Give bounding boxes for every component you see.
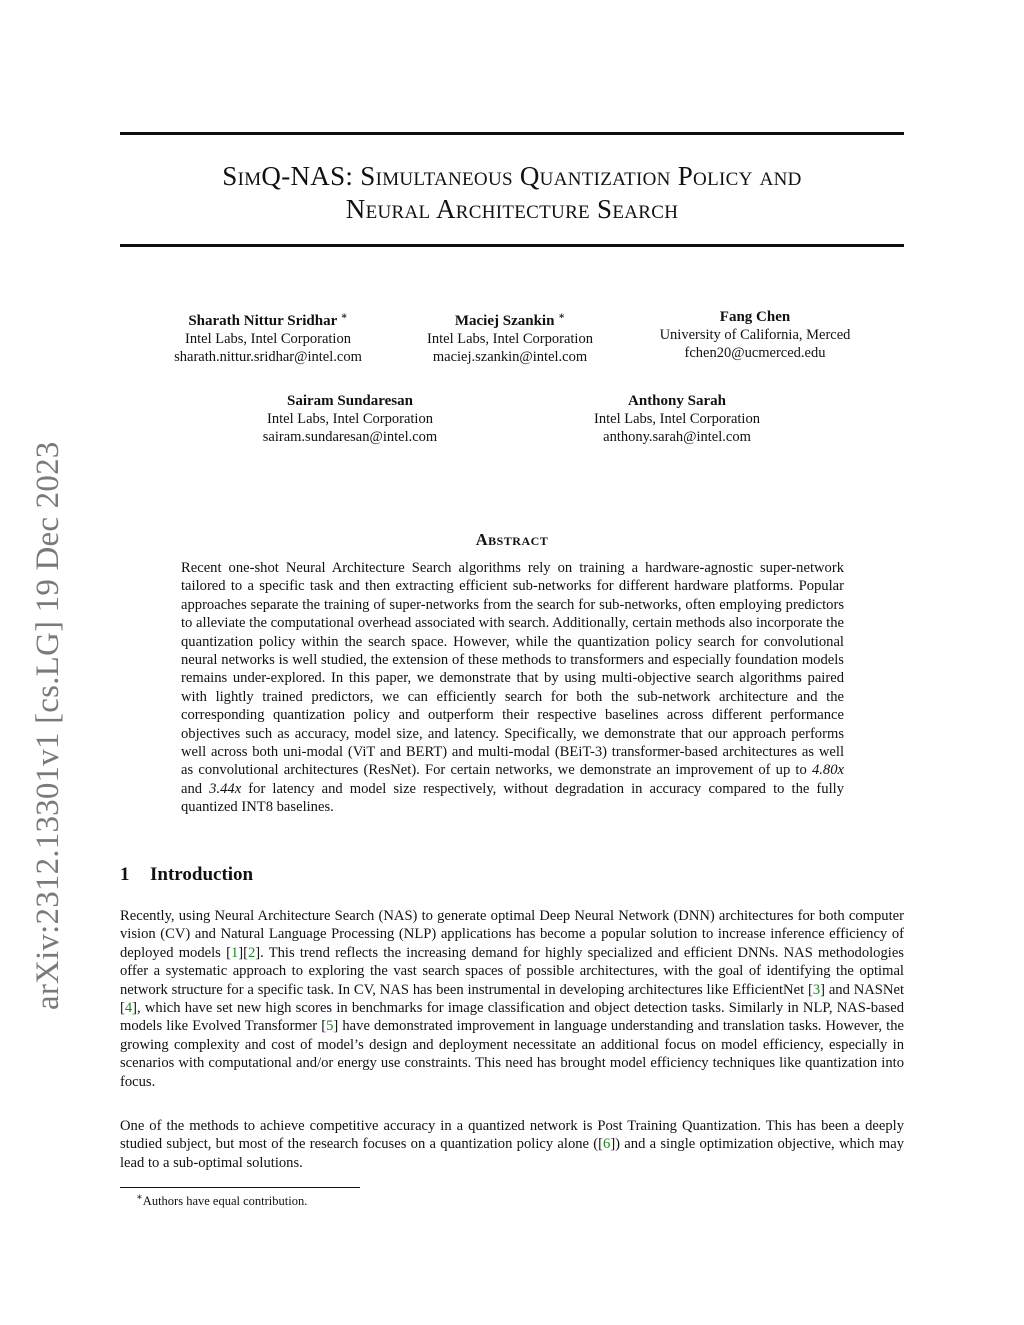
author-email[interactable]: sairam.sundaresan@intel.com bbox=[262, 429, 438, 445]
author-email[interactable]: fchen20@ucmerced.edu bbox=[684, 345, 826, 361]
citation-link[interactable]: 4 bbox=[124, 1000, 133, 1017]
author-affiliation: Intel Labs, Intel Corporation bbox=[267, 411, 433, 427]
footnote-rule bbox=[120, 1187, 360, 1188]
section-heading-introduction: 1 Introduction bbox=[120, 864, 254, 885]
paper-title bbox=[120, 160, 904, 226]
intro-paragraph-1: Recently, using Neural Architecture Search (NAS) to generate optimal Deep Neural Network (DNN) architectures for both computer vision (CV) and Natural Language Processing (NLP) applications has become a popular solution to increase inference efficiency of deployed models [1][2]. This trend reflects the increasing demand for highly specialized and efficient DNNs. NAS methodologies offer a systematic approach to exploring the vast search spaces of possible architectures, with the goal of identifying the optimal network structure for a specific task. In CV, NAS has been instrumental in developing architectures like EfficientNet [3] and NASNet [4], which have set new high scores in benchmarks for image classification and object detection tasks. Similarly in NLP, NAS-based models like Evolved Transformer [5] have demonstrated improvement in language understanding and translation tasks. However, the growing complexity and cost of model’s design and deployment necessitate an additional focus on model efficiency, especially in scenarios with computational and/or energy use constraints. This need has brought model efficiency techniques like quantization into focus. bbox=[120, 908, 904, 1090]
author-name: Sairam Sundaresan bbox=[286, 393, 413, 409]
author-affiliation: University of California, Merced bbox=[659, 327, 851, 343]
author-affiliation: Intel Labs, Intel Corporation bbox=[185, 331, 351, 347]
author-block-5 bbox=[567, 392, 787, 446]
citation-link[interactable]: 1 bbox=[230, 944, 239, 961]
author-name: Sharath Nittur Sridhar ∗ bbox=[188, 311, 348, 329]
abstract-body: Recent one-shot Neural Architecture Search algorithms rely on training a hardware-agnostic super-network tailored to a specific task and then extracting efficient sub-networks for different hardware platforms. Popular approaches separate the training of super-networks from the search for sub-networks, often employing predictors to alleviate the computational overhead associated with search. Additionally, certain methods also incorporate the quantization policy within the search space. However, while the quantization policy search for convolutional neural networks is well studied, the extension of these methods to transformers and especially foundation models remains under-explored. In this paper, we demonstrate that by using multi-objective search algorithms paired with lightly trained predictors, we can efficiently search for both the sub-network architecture and the corresponding quantization policy and outperform their respective baselines across different performance objectives such as accuracy, model size, and latency. Specifically, we demonstrate that our approach performs well across both uni-modal (ViT and BERT) and multi-modal (BEiT-3) transformer-based architectures as well as convolutional architectures (ResNet). For certain networks, we demonstrate an improvement of up to 4.80x and 3.44x for latency and model size respectively, without degradation in accuracy compared to the fully quantized INT8 baselines. bbox=[181, 560, 844, 816]
author-block-4 bbox=[240, 392, 460, 446]
author-name: Maciej Szankin ∗ bbox=[454, 311, 566, 329]
author-affiliation: Intel Labs, Intel Corporation bbox=[427, 331, 593, 347]
latency-improvement: 4.80x bbox=[811, 762, 844, 779]
citation-link[interactable]: 5 bbox=[326, 1018, 334, 1035]
citation-link[interactable]: 2 bbox=[247, 944, 256, 961]
author-name: Fang Chen bbox=[719, 309, 791, 325]
title-bottom-rule bbox=[120, 244, 904, 247]
citation-link[interactable]: 3 bbox=[812, 981, 821, 998]
title-top-rule bbox=[120, 132, 904, 135]
arxiv-identifier: arXiv:2312.13301v1 [cs.LG] 19 Dec 2023 bbox=[30, 441, 66, 1010]
title-line-1: SimQ-NAS: Simultaneous Quantization Policy and bbox=[222, 161, 802, 191]
author-email[interactable]: anthony.sarah@intel.com bbox=[603, 429, 751, 445]
author-block-1 bbox=[150, 308, 386, 366]
abstract-heading: Abstract bbox=[475, 530, 549, 549]
author-name: Anthony Sarah bbox=[628, 393, 726, 409]
title-line-2: Neural Architecture Search bbox=[345, 194, 679, 224]
intro-paragraph-2: One of the methods to achieve competitive accuracy in a quantized network is Post Training Quantization. This has been a deeply studied subject, but most of the research focuses on a quantization policy alone ([6]) and a single optimization objective, which may lead to a sub-optimal solutions. bbox=[120, 1118, 904, 1171]
author-block-2 bbox=[400, 308, 620, 366]
author-affiliation: Intel Labs, Intel Corporation bbox=[594, 411, 760, 427]
author-block-3 bbox=[640, 308, 870, 362]
size-improvement: 3.44x bbox=[209, 780, 242, 797]
author-email[interactable]: maciej.szankin@intel.com bbox=[432, 349, 588, 365]
author-email[interactable]: sharath.nittur.sridhar@intel.com bbox=[174, 349, 362, 365]
citation-link[interactable]: 6 bbox=[603, 1136, 611, 1153]
footnote: ∗Authors have equal contribution. bbox=[136, 1192, 308, 1209]
